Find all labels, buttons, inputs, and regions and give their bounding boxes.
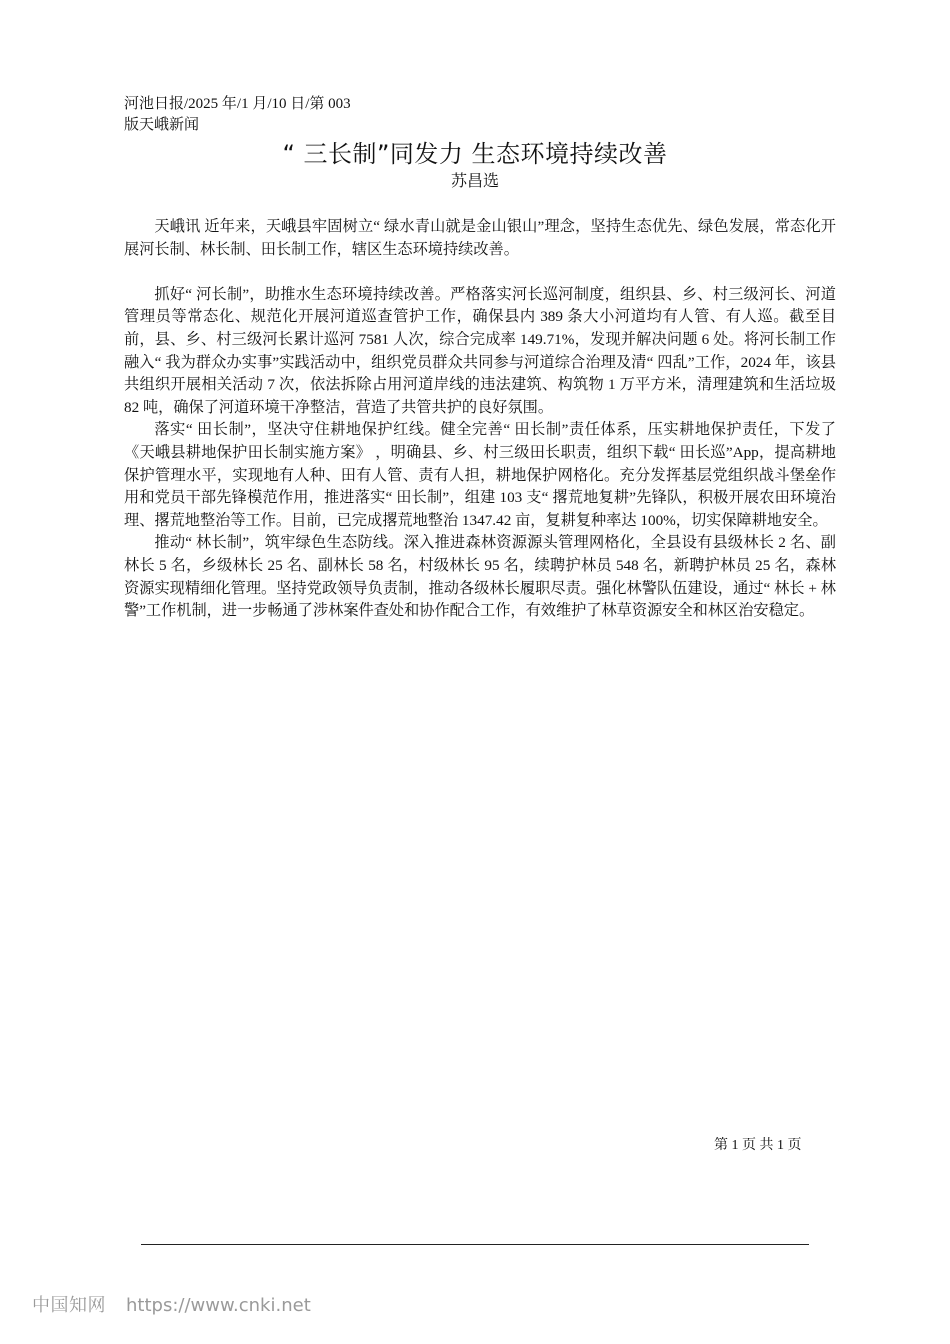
section-line: 版天峨新闻 <box>124 117 200 133</box>
page-number: 第 1 页 共 1 页 <box>714 1138 802 1153</box>
paragraph-intro: 天峨讯 近年来，天峨县牢固树立“ 绿水青山就是金山银山”理念，坚持生态优先、绿色发展，常态化开展河长制、林长制、田长制工作，辖区生态环境持续改善。 <box>124 218 836 258</box>
article-body <box>124 216 836 623</box>
paragraph-field-chief: 落实“ 田长制”，坚决守住耕地保护红线。健全完善“ 田长制”责任体系，压实耕地保护责任，下发了《天峨县耕地保护田长制实施方案》 ，明确县、乡、村三级田长职责，组织下载“ 田长巡”App，提高耕地保护管理水平，实现地有人种、田有人管、责有人担，耕地保护网格化。充分发挥基层党组织战斗堡垒作用和党员干部先锋模范作用，推进落实“ 田长制”，组建 103 支“ 撂荒地复耕”先锋队，积极开展农田环境治理、撂荒地整治等工作。目前，已完成撂荒地整治 1347.42 亩，复耕复种率达 100%，切实保障耕地安全。 <box>124 421 836 529</box>
paragraph-river-chief: 抓好“ 河长制”，助推水生态环境持续改善。严格落实河长巡河制度，组织县、乡、村三级河长、河道管理员等常态化、规范化开展河道巡查管护工作，确保县内 389 条大小河道均有人管、有人巡。截至目前，县、乡、村三级河长累计巡河 7581 人次，综合完成率 149.71%，发现并解决问题 6 处。将河长制工作融入“ 我为群众办实事”实践活动中，组织党员群众共同参与河道综合治理及清“ 四乱”工作，2024 年，该县共组织开展相关活动 7 次，依法拆除占用河道岸线的违法建筑、构筑物 1 万平方米，清理建筑和生活垃圾 82 吨，确保了河道环境干净整洁，营造了共管共护的良好氛围。 <box>124 285 836 416</box>
source-info <box>124 94 351 136</box>
article-title: “ 三长制”同发力 生态环境持续改善 <box>282 140 668 168</box>
watermark-url: https://www.cnki.net <box>126 1295 311 1316</box>
article-author: 苏昌选 <box>450 171 499 190</box>
watermark-brand: 中国知网 <box>32 1295 106 1316</box>
cnki-watermark <box>32 1294 311 1318</box>
source-line: 河池日报/2025 年/1 月/10 日/第 003 <box>124 96 351 112</box>
paragraph-forest-chief: 推动“ 林长制”，筑牢绿色生态防线。深入推进森林资源源头管理网格化，全县设有县级林长 2 名、副林长 5 名，乡级林长 25 名、副林长 58 名，村级林长 95 名，续聘护林员 548 名，新聘护林员 25 名，森林资源实现精细化管理。坚持党政领导负责制，推动各级林长履职尽责。强化林警队伍建设，通过“ 林长 + 林警”工作机制，进一步畅通了涉林案件查处和协作配合工作，有效维护了林草资源安全和林区治安稳定。 <box>124 534 837 620</box>
footer-divider <box>141 1244 809 1245</box>
